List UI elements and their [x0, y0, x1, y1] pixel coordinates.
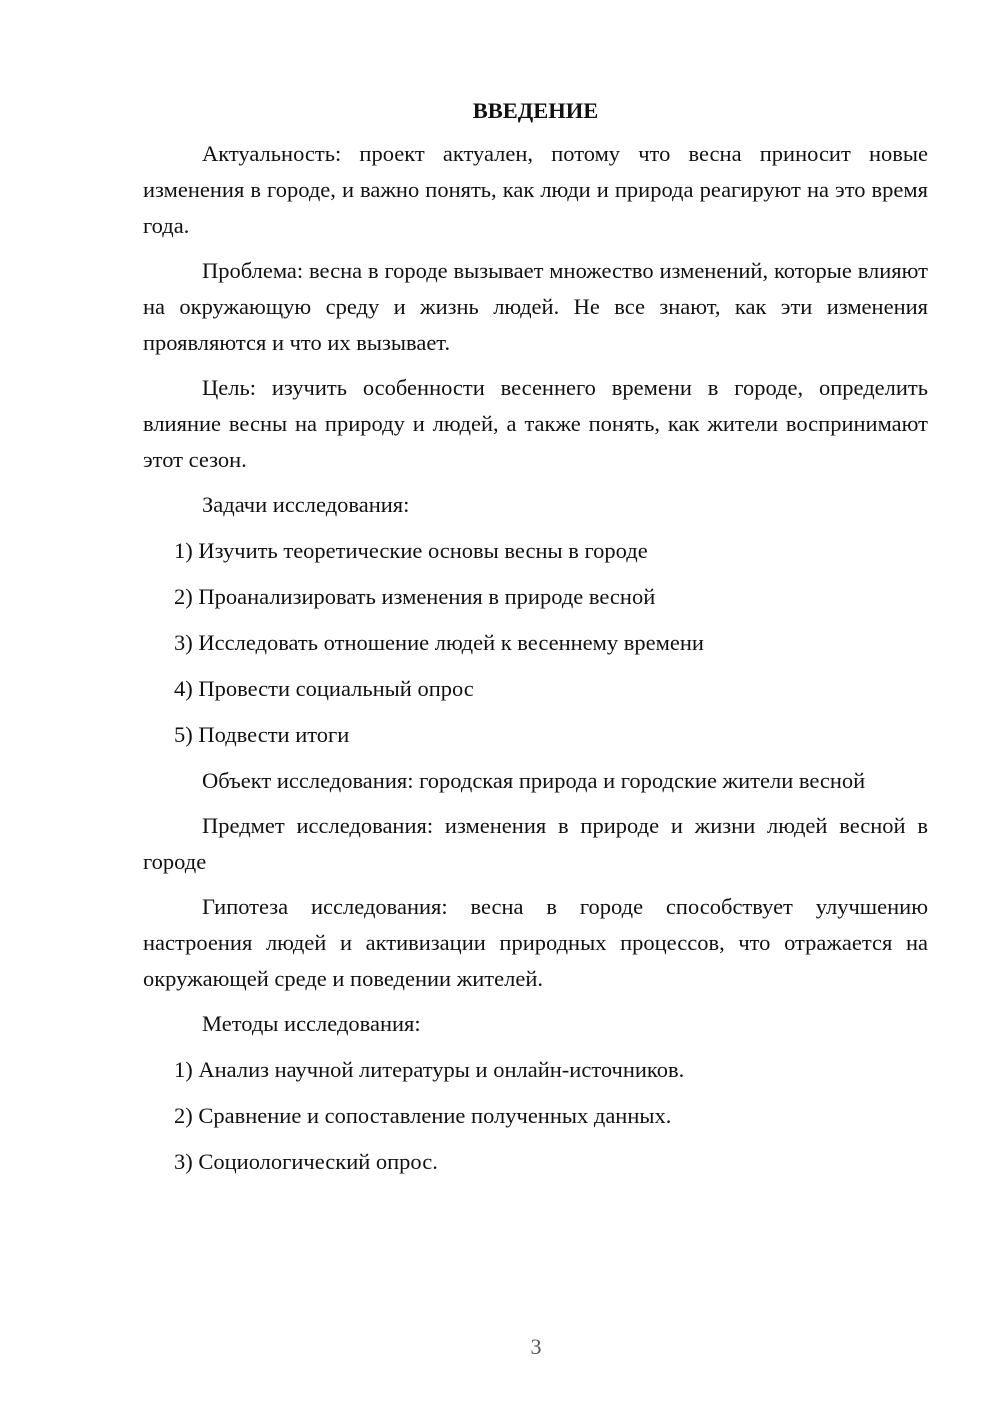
- subject-paragraph: Предмет исследования: изменения в природе и жизни людей весной в городе: [143, 813, 928, 874]
- relevance-paragraph: Актуальность: проект актуален, потому что весна приносит новые изменения в городе, и важно понять, как люди и природа реагируют на это время года.: [143, 141, 928, 238]
- object-paragraph: Объект исследования: городская природа и городские жители весной: [202, 768, 866, 793]
- list-item: 5) Подвести итоги: [174, 722, 350, 747]
- list-item: 3) Социологический опрос.: [174, 1149, 438, 1174]
- page-title: ВВЕДЕНИЕ: [472, 98, 599, 123]
- methods-list: [143, 1052, 928, 1180]
- tasks-list: [143, 533, 928, 753]
- list-item: 4) Провести социальный опрос: [174, 676, 474, 701]
- list-item: 1) Анализ научной литературы и онлайн-источников.: [174, 1057, 685, 1082]
- list-item: 3) Исследовать отношение людей к весеннему времени: [174, 630, 704, 655]
- methods-label: Методы исследования:: [202, 1011, 421, 1036]
- tasks-label: Задачи исследования:: [202, 492, 410, 517]
- hypothesis-paragraph: Гипотеза исследования: весна в городе способствует улучшению настроения людей и активизации природных процессов, что отражается на окружающей среде и поведении жителей.: [143, 894, 928, 991]
- list-item: 1) Изучить теоретические основы весны в городе: [174, 538, 648, 563]
- document-page: [143, 96, 928, 1190]
- goal-paragraph: Цель: изучить особенности весеннего времени в городе, определить влияние весны на природу и людей, а также понять, как жители воспринимают этот сезон.: [143, 375, 928, 472]
- list-item: 2) Проанализировать изменения в природе весной: [174, 584, 656, 609]
- problem-paragraph: Проблема: весна в городе вызывает множество изменений, которые влияют на окружающую среду и жизнь людей. Не все знают, как эти изменения проявляются и что их вызывает.: [143, 258, 928, 355]
- page-number: 3: [530, 1334, 542, 1359]
- list-item: 2) Сравнение и сопоставление полученных данных.: [174, 1103, 672, 1128]
